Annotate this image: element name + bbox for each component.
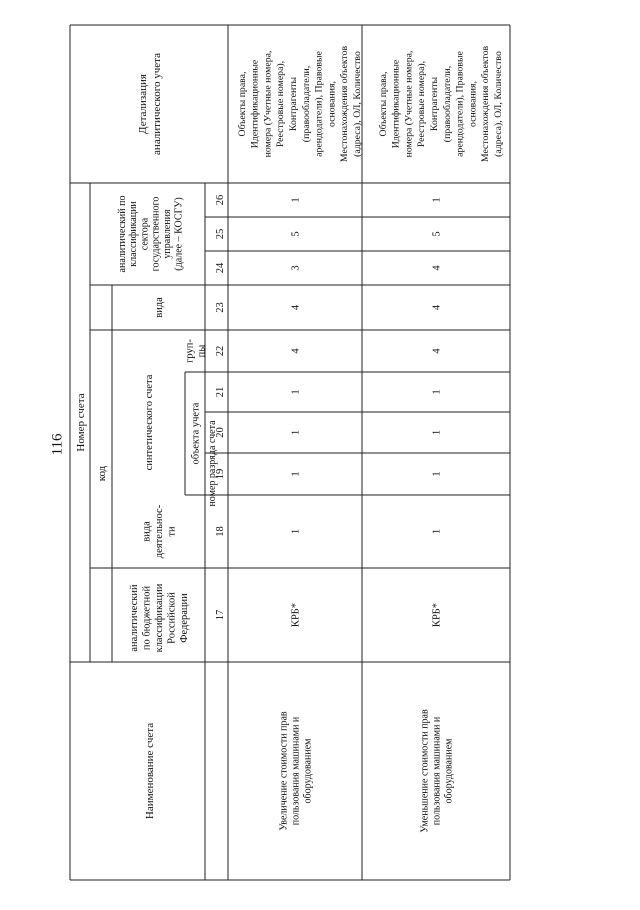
row-1-detail-line: (правообладатели, bbox=[300, 65, 312, 143]
header-group-line: груп- bbox=[184, 339, 196, 363]
row-2-value-25 bbox=[432, 231, 443, 236]
header-kosgu-line: государственного bbox=[150, 196, 162, 272]
page-number: 116 bbox=[49, 433, 66, 456]
header-budget-classification-line: по бюджетной bbox=[141, 585, 153, 651]
row-2-value-21-line: 1 bbox=[431, 389, 443, 395]
digit-number-18-line: 18 bbox=[215, 526, 227, 537]
row-1-value-26 bbox=[291, 197, 302, 202]
row-2-value-26-line: 1 bbox=[431, 197, 443, 203]
row-1-value-18 bbox=[291, 529, 302, 534]
header-digit-number-line: номер разряда счета bbox=[207, 420, 218, 507]
row-2-value-19 bbox=[432, 471, 443, 476]
row-2-value-25-line: 5 bbox=[431, 231, 443, 237]
row-1-detail-line: (адреса), ОЛ, Количество bbox=[352, 51, 364, 157]
row-2-account-name-line: оборудованием bbox=[443, 738, 455, 804]
row-2-value-20 bbox=[432, 430, 443, 435]
header-detail-line: аналитического учета bbox=[150, 53, 163, 155]
row-1-account-name-line: оборудованием bbox=[302, 738, 314, 804]
digit-number-26-line: 26 bbox=[215, 194, 227, 206]
digit-number-23 bbox=[215, 302, 226, 313]
header-account-object bbox=[191, 402, 202, 464]
row-2-account-name bbox=[420, 709, 455, 833]
header-activity-type-line: деятельнос- bbox=[154, 504, 166, 559]
header-detail-line: Детализация bbox=[136, 74, 149, 134]
header-account-object-line: объекта учета bbox=[190, 402, 202, 465]
row-2-value-23 bbox=[432, 304, 443, 310]
row-2-detail-line: арендодатели), Правовые bbox=[454, 51, 466, 157]
header-budget-classification-line: аналитический bbox=[129, 584, 141, 652]
header-group-line: пы bbox=[196, 344, 208, 358]
row-1-value-21-line: 1 bbox=[290, 389, 302, 395]
row-1-account-name-line: пользования машинами и bbox=[290, 716, 302, 826]
row-1-value-17 bbox=[291, 603, 302, 627]
row-2-detail-line: основания, bbox=[467, 81, 479, 127]
row-1-value-17-line: КРБ* bbox=[290, 602, 302, 628]
row-1-value-20 bbox=[291, 430, 302, 435]
digit-number-20 bbox=[215, 427, 226, 438]
digit-number-24-line: 24 bbox=[215, 262, 227, 274]
digit-number-19-line: 19 bbox=[215, 468, 227, 480]
row-2-value-26 bbox=[432, 197, 443, 202]
row-2-value-22 bbox=[432, 348, 443, 354]
digit-number-20-line: 20 bbox=[215, 427, 227, 438]
row-2-value-23-line: 4 bbox=[431, 304, 443, 311]
row-2-detail-line: Контрагенты bbox=[429, 76, 441, 132]
row-1-detail-line: Местонахождения объектов bbox=[339, 45, 351, 163]
row-1-account-name bbox=[279, 711, 314, 831]
header-budget-classification-line: Федерации bbox=[179, 593, 191, 643]
row-2-value-17-line: КРБ* bbox=[431, 602, 443, 628]
row-2-value-18-line: 1 bbox=[431, 528, 443, 535]
row-2-value-20-line: 1 bbox=[431, 429, 443, 436]
row-1-value-19 bbox=[291, 471, 302, 476]
row-2-account-name-line: Уменьшение стоимости прав bbox=[419, 709, 431, 833]
row-1-account-name-line: Увеличение стоимости прав bbox=[278, 711, 290, 831]
row-1-value-25 bbox=[291, 231, 302, 236]
row-2-detail-line: (адреса), ОЛ, Количество bbox=[493, 51, 505, 157]
row-2-detail bbox=[378, 46, 504, 163]
header-detail bbox=[137, 53, 163, 155]
row-2-detail-line: Идентификационные bbox=[390, 59, 402, 149]
row-2-account-name-line: пользования машинами и bbox=[431, 716, 443, 826]
digit-number-25 bbox=[215, 229, 226, 240]
row-2-value-17 bbox=[432, 603, 443, 627]
header-account-number bbox=[75, 393, 87, 451]
row-1-value-23 bbox=[291, 304, 302, 310]
header-kosgu-line: аналитический по bbox=[116, 195, 128, 273]
digit-number-24 bbox=[215, 262, 226, 273]
row-1-detail-line: Идентификационные bbox=[249, 59, 261, 149]
row-1-detail-line: Реестровые номера), bbox=[275, 60, 287, 148]
header-code-line: код bbox=[95, 465, 108, 482]
header-kosgu-line: классификации bbox=[128, 201, 140, 267]
row-2-detail-line: номера (Учетные номера, bbox=[403, 50, 415, 158]
row-1-value-19-line: 1 bbox=[290, 471, 302, 477]
header-kosgu bbox=[117, 196, 185, 273]
header-account-number-line: Номер счета bbox=[74, 393, 87, 452]
row-2-value-24 bbox=[432, 265, 443, 271]
header-kind-line: вида bbox=[154, 297, 166, 318]
row-2-value-18 bbox=[432, 529, 443, 534]
header-group bbox=[185, 339, 208, 363]
header-budget-classification bbox=[129, 583, 190, 652]
row-1-value-24 bbox=[291, 265, 302, 270]
digit-number-19 bbox=[215, 469, 226, 480]
digit-number-22-line: 22 bbox=[215, 345, 227, 357]
header-budget-classification-line: классификации bbox=[154, 583, 166, 653]
row-1-detail-line: Контрагенты bbox=[288, 76, 300, 132]
header-synthetic-account bbox=[144, 374, 155, 470]
header-synthetic-account-line: синтетического счета bbox=[144, 374, 156, 471]
row-1-value-20-line: 1 bbox=[290, 429, 302, 436]
row-1-value-22-line: 4 bbox=[290, 348, 302, 354]
header-activity-type bbox=[142, 504, 178, 558]
header-account-name bbox=[144, 723, 156, 819]
row-2-value-19-line: 1 bbox=[431, 471, 443, 477]
digit-number-26 bbox=[215, 195, 226, 206]
row-2-detail-line: Реестровые номера), bbox=[416, 60, 428, 148]
header-kosgu-line: сектора bbox=[139, 217, 151, 251]
header-kind bbox=[154, 297, 165, 318]
digit-number-18 bbox=[215, 526, 226, 537]
row-2-value-22-line: 4 bbox=[431, 348, 443, 354]
header-kosgu-line: управления bbox=[161, 209, 173, 259]
row-1-detail bbox=[237, 46, 363, 163]
row-2-detail-line: Объекты права, bbox=[377, 71, 389, 137]
digit-number-17-line: 17 bbox=[215, 609, 227, 621]
row-1-value-22 bbox=[291, 348, 302, 354]
digit-number-21 bbox=[215, 387, 226, 398]
header-activity-type-line: вида bbox=[141, 521, 153, 542]
row-1-detail-line: Объекты права, bbox=[236, 71, 248, 137]
row-2-value-24-line: 4 bbox=[431, 265, 443, 271]
row-2-detail-line: (правообладатели, bbox=[441, 65, 453, 143]
digit-number-22 bbox=[215, 346, 226, 357]
header-account-name-line: Наименование счета bbox=[143, 722, 156, 820]
row-1-detail-line: арендодатели), Правовые bbox=[313, 51, 325, 157]
row-1-value-24-line: 3 bbox=[290, 265, 302, 271]
header-budget-classification-line: Российской bbox=[166, 592, 178, 644]
row-1-value-23-line: 4 bbox=[290, 304, 302, 311]
row-1-value-18-line: 1 bbox=[290, 528, 302, 535]
digit-number-17 bbox=[215, 610, 226, 621]
row-1-detail-line: основания, bbox=[326, 81, 338, 127]
row-1-detail-line: номера (Учетные номера, bbox=[262, 50, 274, 158]
row-1-value-26-line: 1 bbox=[290, 197, 302, 203]
header-activity-type-line: ти bbox=[166, 526, 178, 537]
header-code bbox=[96, 465, 108, 481]
header-kosgu-line: (далее – КОСГУ) bbox=[173, 197, 185, 271]
digit-number-25-line: 25 bbox=[215, 228, 227, 240]
row-2-detail-line: Местонахождения объектов bbox=[480, 45, 492, 163]
digit-number-23-line: 23 bbox=[215, 302, 227, 313]
digit-number-21-line: 21 bbox=[215, 386, 227, 398]
row-1-value-21 bbox=[291, 389, 302, 394]
row-2-value-21 bbox=[432, 389, 443, 394]
row-1-value-25-line: 5 bbox=[290, 231, 302, 237]
